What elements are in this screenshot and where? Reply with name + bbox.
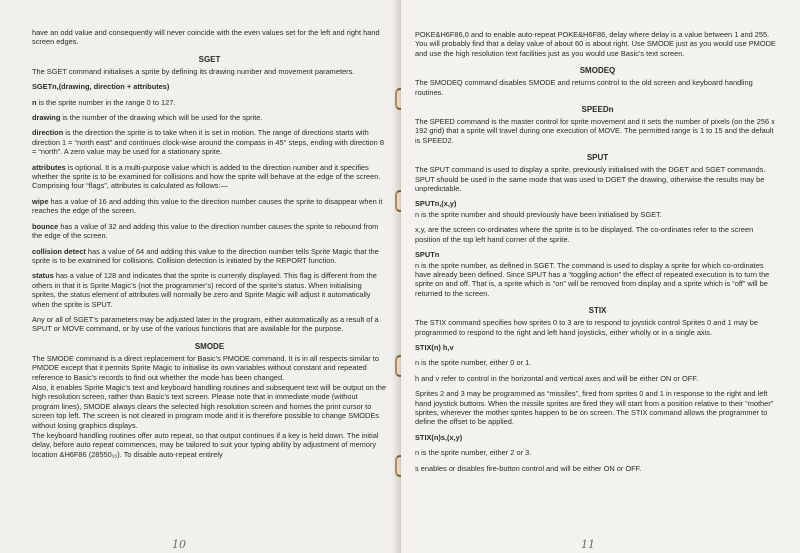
sput-param-xy: x,y, are the screen co-ordinates where the sprite is to be displayed. The co-ordinates refer to the screen position of the top left hand corner of the sprite.	[415, 225, 754, 244]
stix-missiles: Sprites 2 and 3 may be programmed as “missiles”, fired from sprites 0 and 1 in response to the right and left hand joystick buttons. When the missile sprites are fired they will start from a position relative to their “mother” sprites, wherever the mother sprites happen to be on screen. The STIX command allows the programmer to define the offset to be applied.	[415, 389, 774, 427]
sget-note: Any or all of SGET’s parameters may be adjusted later in the program, either automatically as a result of a SPUT or MOVE command, or by use of the various functions that are available for the purpose.	[32, 314, 379, 334]
param-drawing: drawing is the number of the drawing which will be used for the sprite.	[32, 113, 263, 123]
stix-param-n-2: n is the sprite number, either 2 or 3.	[415, 448, 532, 458]
flag-wipe: wipe has a value of 16 and adding this value to the direction number causes the sprite to disappear when it reaches the edge of the screen.	[32, 196, 383, 216]
smode-paragraph-1: The SMODE command is a direct replacement for Basic’s PMODE command. It is in all respects similar to PMODE except that it permits Sprite Magic to initialise its own variables without constant and repeated reference to Basic’s records to find out whether the mode has been changed.	[32, 353, 379, 382]
heading-sput: SPUT	[586, 153, 609, 163]
flag-collision: collision detect has a value of 64 and adding this value to the direction number tells Sprite Magic that the sprite is to be examined for collisions. Collision detection is initiated by the REPORT function.	[32, 246, 379, 265]
heading-sget: SGET	[198, 54, 221, 64]
sput-syntax-1: SPUTn,(x,y)	[415, 199, 457, 209]
smodeq-description: The SMODEQ command disables SMODE and returns control to the old screen and keyboard handling routines.	[415, 78, 753, 97]
param-attributes: attributes is optional. It is a multi-purpose value which is added to the direction number and it specifies whether the sprite is to be examined for collisions and how the sprite will behave at the edge of the screen. Comprising four “flags”, attributes is calculated as follows:—	[32, 162, 381, 191]
heading-stix: STIX	[588, 306, 607, 316]
stix-param-n: n is the sprite number, either 0 or 1.	[415, 358, 532, 368]
stix-param-hv: h and v refer to control in the horizontal and vertical axes and will be either ON or OFF.	[415, 373, 699, 383]
page-number-right: 11	[581, 538, 595, 551]
heading-smodeq: SMODEQ	[579, 66, 616, 76]
sput-description: The SPUT command is used to display a sprite, previously initialised with the DGET and SGET commands. SPUT should be used in the same mode that was used to DGET the drawing, otherwise the results may be unpredictable.	[415, 165, 766, 194]
smode-paragraph-2: Also, it enables Sprite Magic’s text and keyboard handling routines and subsequent text will be output on the high resolution screen, rather than Basic’s text screen. Please note that in immediate mode (without program lines), SMODE always clears the selected high resolution screen and homes the print cursor to screen top left. The screen is not cleared in program mode and it is therefore possible to change SMODEs without losing graphics displays.	[32, 382, 387, 430]
smode-continued: POKE&H6F86,0 and to enable auto-repeat POKE&H6F86, delay where delay is a value between 1 and 255. You will probably find that a delay value of about 60 is about right. Use SMODE just as you would use PMODE and use the high resolution text facilities just as you would use Basic’s text screen.	[415, 30, 776, 58]
heading-smode: SMODE	[194, 341, 225, 351]
sput-param-n-2: n is the sprite number, as defined in SGET. The command is used to display a sprite for which co-ordinates have already been defined. Since SPUT has a “toggling action” the effect of repeated execution is to turn the sprite on and off. That is, a sprite which is “on” will be removed from display and a sprite which is “off” will be returned to the screen.	[415, 260, 770, 298]
sput-syntax-2: SPUTn	[415, 250, 440, 260]
heading-speed: SPEEDn	[581, 105, 614, 115]
flag-status: status has a value of 128 and indicates that the sprite is currently displayed. This flag is different from the others in that it is Sprite Magic’s (not the programmer’s) record of the sprite’s status. When initialising sprites, the status element of attributes will normally be zero and Sprite Magic will adjust it automatically when the sprite is SPUT.	[32, 271, 377, 309]
sget-description: The SGET command initialises a sprite by defining its drawing number and movement parameters.	[32, 66, 355, 76]
intro-paragraph: have an odd value and consequently will never coincide with the even values set for the left and right hand screen edges.	[32, 28, 380, 47]
sget-syntax: SGETn,(drawing, direction + attributes)	[32, 82, 170, 92]
page-number-left: 10	[172, 538, 186, 551]
stix-syntax-1: STIX(n) h,v	[415, 342, 454, 352]
speed-description: The SPEED command is the master control for sprite movement and it sets the number of pixels (on the 256 x 192 grid) that a sprite will travel during one execution of MOVE. The permitted range is 1 to 15 and the default is SPEED2.	[415, 117, 775, 145]
stix-param-s: s enables or disables fire-button control and will be either ON or OFF.	[415, 463, 642, 473]
param-n: n is the sprite number in the range 0 to 127.	[32, 97, 176, 107]
right-page	[401, 0, 800, 553]
smode-paragraph-3: The keyboard handling routines offer auto repeat, so that output continues if a key is held down. The initial delay, before auto repeat commences, may be tailored to suit your typing ability by adjustment of memory location &H6F86 (28550₁₀). To disable auto-repeat entirely	[32, 431, 379, 459]
stix-syntax-2: STIX(n)s,(x,y)	[415, 432, 463, 442]
flag-bounce: bounce has a value of 32 and adding this value to the direction number causes the sprite to rebound from the edge of the screen.	[32, 221, 379, 241]
param-direction: direction is the direction the sprite is to take when it is set in motion. The range of directions starts with direction 1 = “north east” and continues clock-wise around the compass in 45° steps, ending with direction 8 = “north”. A zero value may be used for a stationary sprite.	[32, 128, 384, 157]
sput-param-n: n is the sprite number and should previously have been initialised by SGET.	[415, 209, 662, 219]
stix-description: The STIX command specifies how sprites 0 to 3 are to respond to joystick control Sprites 0 and 1 may be programmed to respond to the right and left hand joysticks, either wholly or in a single axis.	[415, 318, 759, 337]
